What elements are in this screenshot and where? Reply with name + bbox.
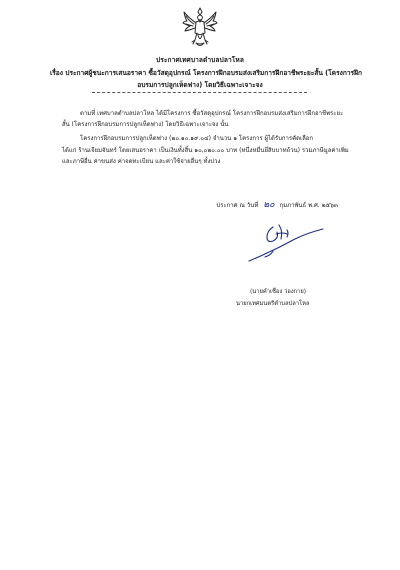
- body-paragraph-line-3: โครงการฝึกอบรมการปลูกเห็ดฟาง (๒๐.๑๐.๑๙.๐๔) จำนวน ๑ โครงการ ผู้ได้รับการคัดเลือก: [80, 135, 314, 142]
- date-day: ๒๐: [263, 200, 275, 210]
- body-paragraph-line-1: ตามที่ เทศบาลตำบลปลาโหล ได้มีโครงการ ซื้อวัสดุอุปกรณ์ โครงการฝึกอบรมส่งเสริมการฝึกอาชีพระยะ: [80, 110, 344, 117]
- subject-line-1: เรื่อง ประกาศผู้ชนะการเสนอราคา ซื้อวัสดุอุปกรณ์ โครงการฝึกอบรมส่งเสริมการฝึกอาชีพระยะสั้น (โครงการฝึก: [50, 69, 362, 77]
- body-paragraph-line-5: และภาษีอื่น ค่าขนส่ง ค่าจดทะเบียน และค่าใช้จ่ายอื่นๆ ทั้งปวง: [62, 158, 221, 165]
- handwritten-signature-icon: [243, 221, 327, 265]
- body-paragraph-line-4: ได้แก่ ร้านเจียมจันทร์ โดยเสนอราคา เป็นเงินทั้งสิ้น ๑๐,๐๒๐.๐๐ บาท (หนึ่งหมื่นยี่สิบบาทถ้วน) รวมภาษีมูลค่าเพิ่ม: [62, 147, 349, 154]
- signer-title: นายกเทศมนตรีตำบลปลาโหล: [236, 301, 310, 307]
- signer-name: (นายคำเชื่อง ว่องกาย): [250, 289, 307, 295]
- office-heading: ประกาศเทศบาลตำบลปลาโหล: [155, 56, 245, 64]
- divider-line: [92, 92, 307, 93]
- subject-line-2: อบรมการปลูกเห็ดฟาง) โดยวิธีเฉพาะเจาะจง: [137, 81, 263, 89]
- body-paragraph-line-2: สั้น (โครงการฝึกอบรมการปลูกเห็ดฟาง) โดยวิธีเฉพาะเจาะจง นั้น: [62, 121, 229, 128]
- date-month-year: กุมภาพันธ์ พ.ศ. ๒๕๖๓: [279, 202, 338, 209]
- date-prefix: ประกาศ ณ วันที่: [216, 202, 259, 209]
- garuda-emblem-icon: [181, 6, 219, 50]
- announcement-date: [216, 197, 338, 211]
